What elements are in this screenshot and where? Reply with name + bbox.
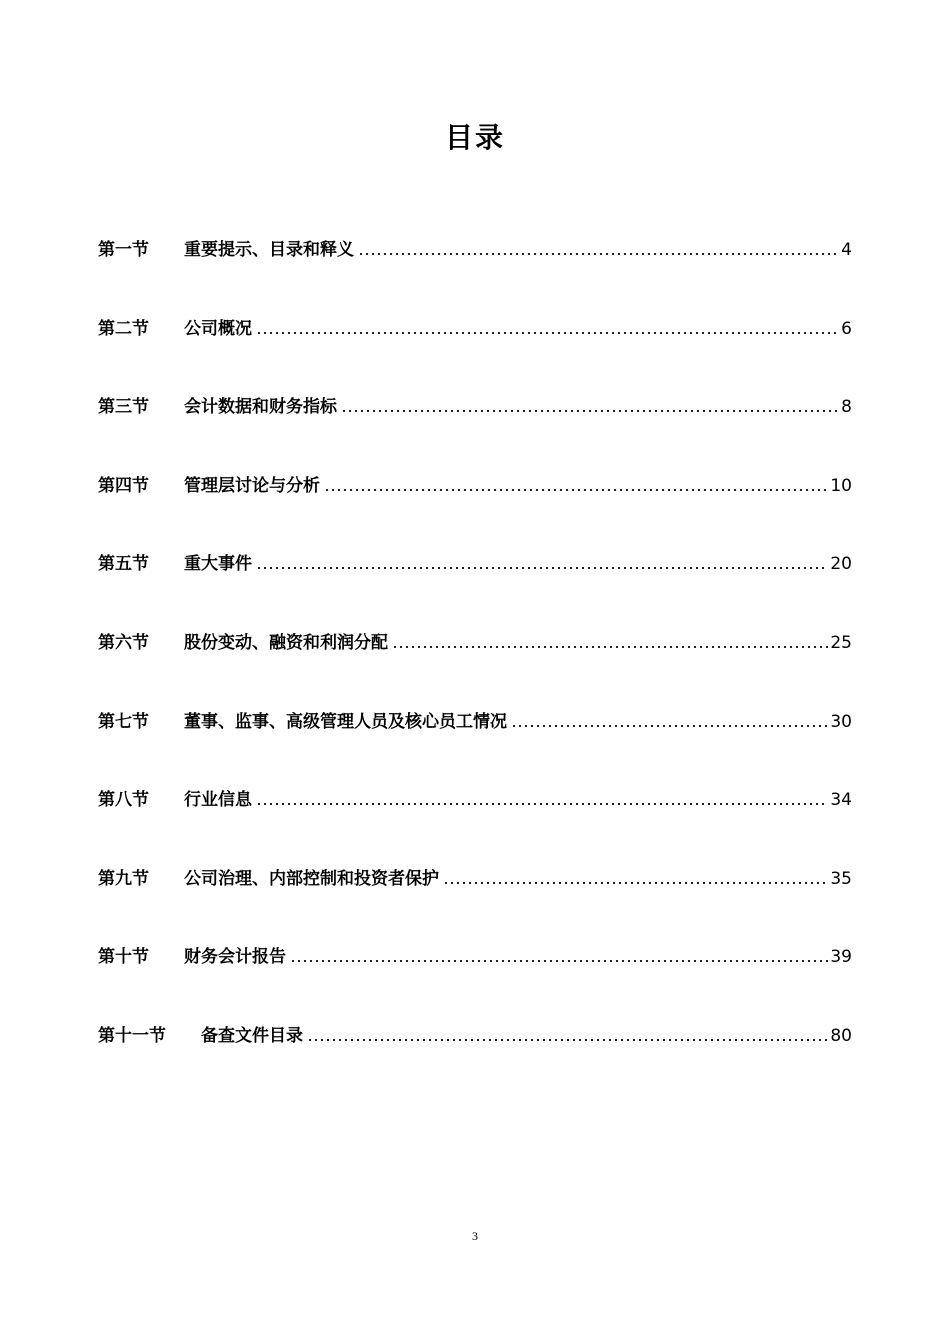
toc-section-label: 第九节	[98, 868, 149, 889]
toc-dot-leader	[511, 723, 828, 729]
toc-entry-title: 重要提示、目录和释义	[184, 240, 354, 260]
toc-entry[interactable]	[98, 304, 852, 383]
toc-section-label: 第六节	[98, 632, 149, 653]
toc-section-label: 第十节	[98, 947, 149, 968]
toc-entry[interactable]	[98, 618, 852, 697]
table-of-contents	[98, 225, 852, 1090]
toc-section-label: 第三节	[98, 397, 149, 418]
toc-dot-leader	[341, 408, 838, 414]
toc-entry-title: 备查文件目录	[201, 1025, 303, 1046]
page-title: 目录	[444, 121, 505, 154]
toc-page-number: 8	[841, 397, 852, 418]
toc-page-number: 6	[841, 318, 852, 339]
toc-entry[interactable]	[98, 932, 852, 1011]
toc-page-number: 20	[830, 554, 852, 575]
toc-entry[interactable]	[98, 854, 852, 933]
toc-entry[interactable]	[98, 225, 852, 304]
toc-section-label: 第四节	[98, 475, 149, 496]
toc-entry[interactable]	[98, 775, 852, 854]
toc-entry-title: 董事、监事、高级管理人员及核心员工情况	[184, 711, 507, 732]
toc-page-number: 34	[830, 790, 852, 811]
toc-entry-title: 管理层讨论与分析	[184, 475, 320, 496]
toc-section-label: 第八节	[98, 790, 149, 811]
toc-entry-title: 会计数据和财务指标	[184, 397, 337, 418]
toc-entry[interactable]	[98, 697, 852, 776]
toc-dot-leader	[324, 487, 828, 493]
toc-page-number: 10	[830, 475, 852, 496]
toc-entry-title: 公司概况	[184, 318, 252, 339]
toc-dot-leader	[358, 251, 838, 257]
toc-page-number: 35	[830, 868, 852, 889]
toc-section-label: 第五节	[98, 554, 149, 575]
toc-entry[interactable]	[98, 1011, 852, 1090]
toc-page-number: 80	[830, 1025, 852, 1046]
toc-entry-title: 财务会计报告	[184, 947, 286, 968]
toc-entry[interactable]	[98, 539, 852, 618]
toc-dot-leader	[256, 565, 828, 571]
toc-entry-title: 股份变动、融资和利润分配	[184, 632, 388, 653]
toc-section-label: 第一节	[98, 240, 149, 260]
toc-page-number: 25	[830, 632, 852, 653]
toc-section-label: 第七节	[98, 711, 149, 732]
toc-page-number: 30	[830, 711, 852, 732]
toc-page-number: 39	[830, 947, 852, 968]
toc-page-number: 4	[841, 240, 852, 260]
toc-dot-leader	[256, 330, 838, 336]
toc-entry-title: 重大事件	[184, 554, 252, 575]
toc-dot-leader	[256, 801, 828, 807]
toc-section-label: 第十一节	[98, 1025, 166, 1046]
toc-entry[interactable]	[98, 382, 852, 461]
toc-dot-leader	[392, 644, 828, 650]
toc-section-label: 第二节	[98, 318, 149, 339]
toc-dot-leader	[443, 880, 828, 886]
toc-entry-title: 行业信息	[184, 790, 252, 811]
toc-dot-leader	[307, 1037, 828, 1043]
toc-entry[interactable]	[98, 461, 852, 540]
toc-entry-title: 公司治理、内部控制和投资者保护	[184, 868, 439, 889]
page-footer-number: 3	[472, 1229, 478, 1243]
toc-dot-leader	[290, 958, 828, 964]
